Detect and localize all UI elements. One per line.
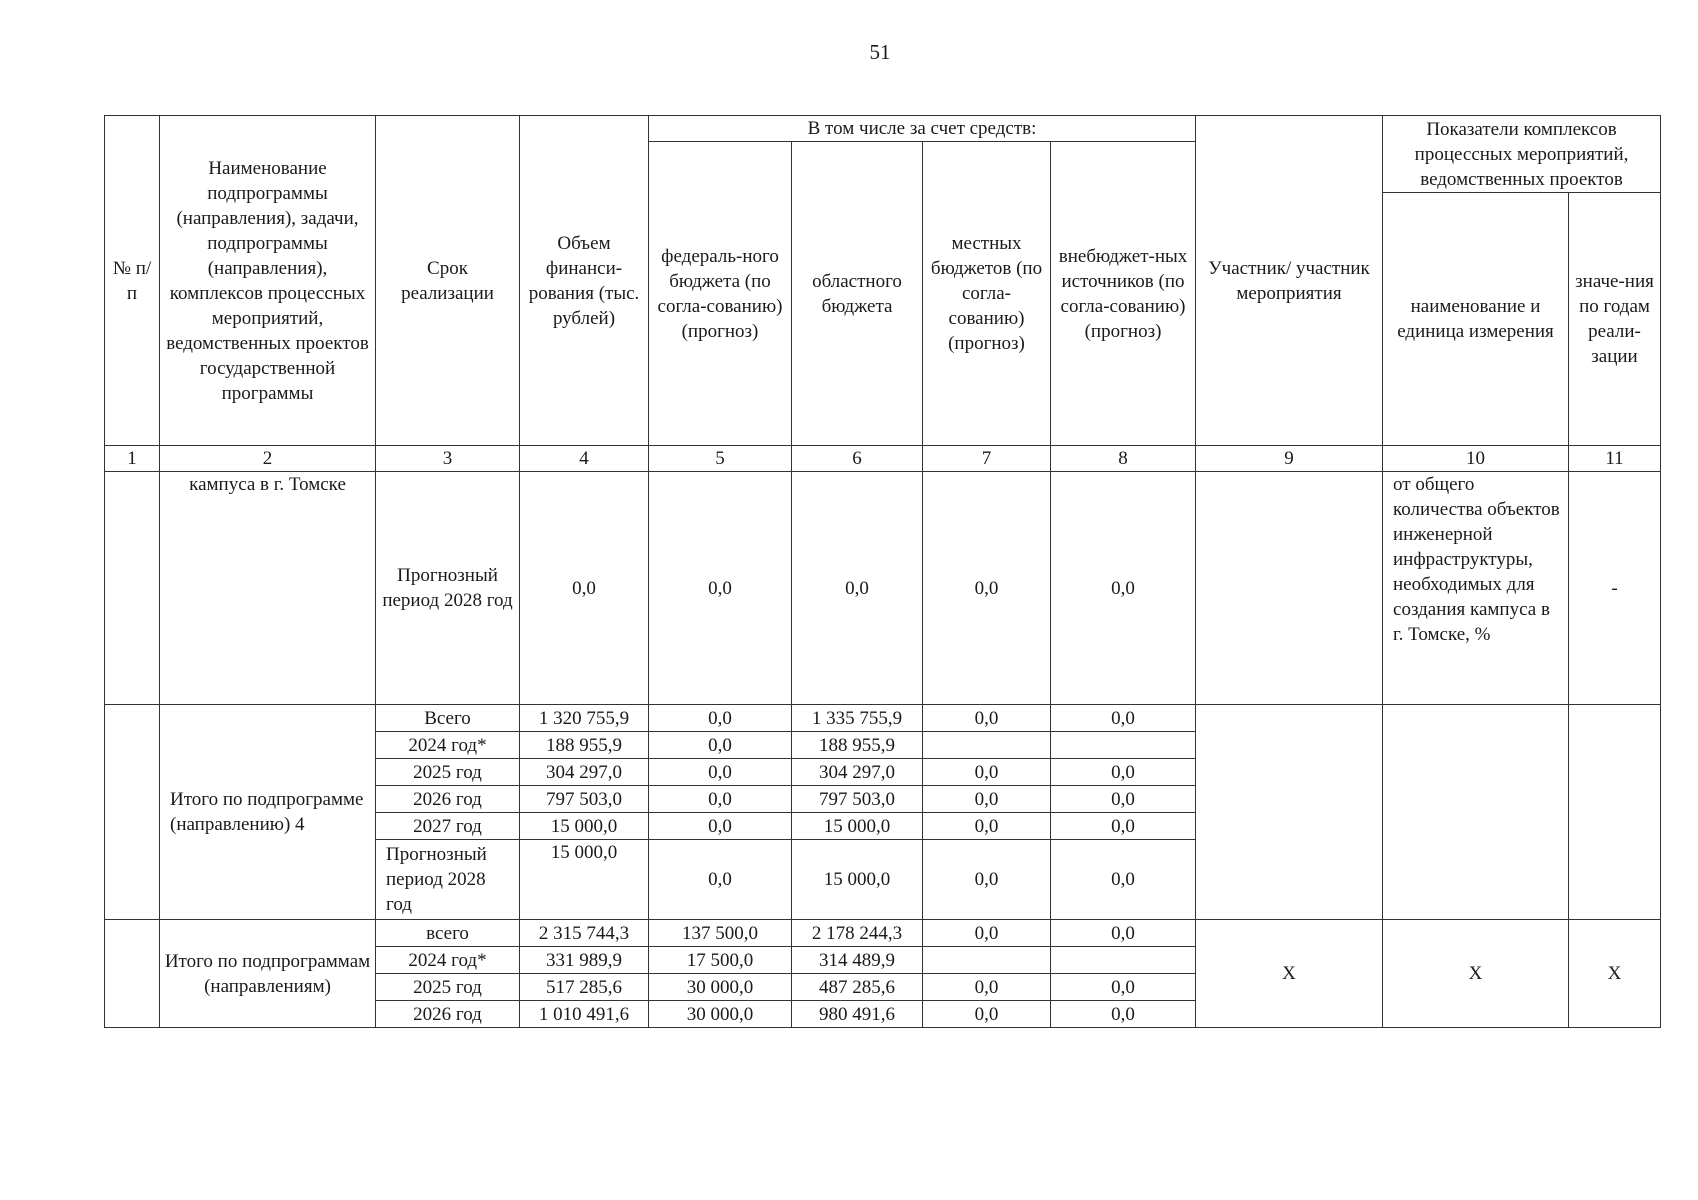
subprogram4-period: 2026 год — [376, 786, 520, 813]
header-federal: федераль-ного бюджета (по согла-сованию) (прогноз) — [649, 142, 792, 446]
total-period: 2025 год — [376, 974, 520, 1001]
subprogram4-volume: 1 320 755,9 — [520, 705, 649, 732]
subprogram4-local: 0,0 — [923, 813, 1051, 840]
column-number: 6 — [792, 446, 923, 472]
column-numbers-row — [105, 446, 1661, 472]
total-extrabudget: 0,0 — [1051, 920, 1196, 947]
total-name: Итого по подпрограммам (направлениям) — [160, 920, 376, 1028]
header-extrabudget: внебюджет-ных источников (по согла-сованию) (прогноз) — [1051, 142, 1196, 446]
subprogram4-regional: 304 297,0 — [792, 759, 923, 786]
header-funding-group: В том числе за счет средств: — [649, 116, 1196, 142]
subprogram4-indicator — [1383, 705, 1569, 920]
campus-volume: 0,0 — [520, 472, 649, 705]
subprogram4-local: 0,0 — [923, 759, 1051, 786]
page-number: 51 — [869, 40, 891, 64]
subprogram4-volume: 797 503,0 — [520, 786, 649, 813]
subprogram4-period: Прогнозный период 2028 год — [376, 840, 520, 920]
subprogram4-extrabudget: 0,0 — [1051, 813, 1196, 840]
subprogram4-extrabudget: 0,0 — [1051, 759, 1196, 786]
row-number-cell — [105, 705, 160, 920]
subprogram4-period: 2025 год — [376, 759, 520, 786]
subprogram4-regional: 15 000,0 — [792, 840, 923, 920]
subprogram4-federal: 0,0 — [649, 732, 792, 759]
row-number-cell — [105, 472, 160, 705]
subprogram4-extrabudget: 0,0 — [1051, 786, 1196, 813]
total-participant: Х — [1196, 920, 1383, 1028]
subprogram4-extrabudget: 0,0 — [1051, 840, 1196, 920]
subprogram4-period: Всего — [376, 705, 520, 732]
total-local: 0,0 — [923, 920, 1051, 947]
total-regional: 980 491,6 — [792, 1001, 923, 1028]
column-number: 4 — [520, 446, 649, 472]
row-number-cell — [105, 920, 160, 1028]
subprogram4-federal: 0,0 — [649, 705, 792, 732]
total-indicator: Х — [1383, 920, 1569, 1028]
financing-table — [104, 115, 1661, 1028]
header-volume: Объем финанси-рования (тыс. рублей) — [520, 116, 649, 446]
header-period: Срок реализации — [376, 116, 520, 446]
total-local: 0,0 — [923, 974, 1051, 1001]
table-row — [105, 920, 1661, 947]
total-extrabudget — [1051, 947, 1196, 974]
subprogram4-federal: 0,0 — [649, 813, 792, 840]
total-local — [923, 947, 1051, 974]
subprogram4-volume: 188 955,9 — [520, 732, 649, 759]
campus-name: кампуса в г. Томске — [160, 472, 376, 705]
total-extrabudget: 0,0 — [1051, 1001, 1196, 1028]
subprogram4-regional: 15 000,0 — [792, 813, 923, 840]
total-volume: 1 010 491,6 — [520, 1001, 649, 1028]
header-number: № п/п — [105, 116, 160, 446]
header-indicators-group: Показатели комплексов процессных мероприятий, ведомственных проектов — [1383, 116, 1661, 193]
subprogram4-local: 0,0 — [923, 840, 1051, 920]
header-local: местных бюджетов (по согла-сованию) (прогноз) — [923, 142, 1051, 446]
campus-federal: 0,0 — [649, 472, 792, 705]
campus-local: 0,0 — [923, 472, 1051, 705]
subprogram4-period: 2024 год* — [376, 732, 520, 759]
campus-values: - — [1569, 472, 1661, 705]
total-federal: 30 000,0 — [649, 974, 792, 1001]
subprogram4-volume: 15 000,0 — [520, 813, 649, 840]
header-indicator-name: наименование и единица измерения — [1383, 193, 1569, 446]
subprogram4-participant — [1196, 705, 1383, 920]
total-period: 2026 год — [376, 1001, 520, 1028]
column-number: 8 — [1051, 446, 1196, 472]
column-number: 2 — [160, 446, 376, 472]
column-number: 11 — [1569, 446, 1661, 472]
total-extrabudget: 0,0 — [1051, 974, 1196, 1001]
header-indicator-values: значе-ния по годам реали-зации — [1569, 193, 1661, 446]
subprogram4-values — [1569, 705, 1661, 920]
campus-indicator: от общего количества объектов инженерной инфраструктуры, необходимых для создания кампуса в г. Томске, % — [1383, 472, 1569, 705]
column-number: 10 — [1383, 446, 1569, 472]
subprogram4-federal: 0,0 — [649, 840, 792, 920]
header-regional: областного бюджета — [792, 142, 923, 446]
campus-regional: 0,0 — [792, 472, 923, 705]
subprogram4-period: 2027 год — [376, 813, 520, 840]
table-row — [105, 472, 1661, 705]
table-row — [105, 705, 1661, 732]
subprogram4-extrabudget — [1051, 732, 1196, 759]
total-volume: 517 285,6 — [520, 974, 649, 1001]
subprogram4-extrabudget: 0,0 — [1051, 705, 1196, 732]
column-number: 3 — [376, 446, 520, 472]
total-regional: 2 178 244,3 — [792, 920, 923, 947]
total-local: 0,0 — [923, 1001, 1051, 1028]
total-federal: 137 500,0 — [649, 920, 792, 947]
campus-extrabudget: 0,0 — [1051, 472, 1196, 705]
subprogram4-name: Итого по подпрограмме (направлению) 4 — [160, 705, 376, 920]
subprogram4-federal: 0,0 — [649, 759, 792, 786]
subprogram4-local: 0,0 — [923, 705, 1051, 732]
total-volume: 331 989,9 — [520, 947, 649, 974]
subprogram4-regional: 188 955,9 — [792, 732, 923, 759]
total-regional: 314 489,9 — [792, 947, 923, 974]
header-name: Наименование подпрограммы (направления), задачи, подпрограммы (направления), комплексов процессных мероприятий, ведомственных проектов государственной программы — [160, 116, 376, 446]
header-participant: Участник/ участник мероприятия — [1196, 116, 1383, 446]
column-number: 7 — [923, 446, 1051, 472]
total-federal: 17 500,0 — [649, 947, 792, 974]
column-number: 9 — [1196, 446, 1383, 472]
total-period: всего — [376, 920, 520, 947]
subprogram4-volume: 15 000,0 — [520, 840, 649, 920]
subprogram4-volume: 304 297,0 — [520, 759, 649, 786]
subprogram4-local — [923, 732, 1051, 759]
subprogram4-federal: 0,0 — [649, 786, 792, 813]
total-federal: 30 000,0 — [649, 1001, 792, 1028]
total-values: Х — [1569, 920, 1661, 1028]
total-regional: 487 285,6 — [792, 974, 923, 1001]
campus-period: Прогнозный период 2028 год — [376, 472, 520, 705]
total-volume: 2 315 744,3 — [520, 920, 649, 947]
subprogram4-regional: 1 335 755,9 — [792, 705, 923, 732]
subprogram4-local: 0,0 — [923, 786, 1051, 813]
campus-participant — [1196, 472, 1383, 705]
column-number: 5 — [649, 446, 792, 472]
subprogram4-regional: 797 503,0 — [792, 786, 923, 813]
column-number: 1 — [105, 446, 160, 472]
total-period: 2024 год* — [376, 947, 520, 974]
